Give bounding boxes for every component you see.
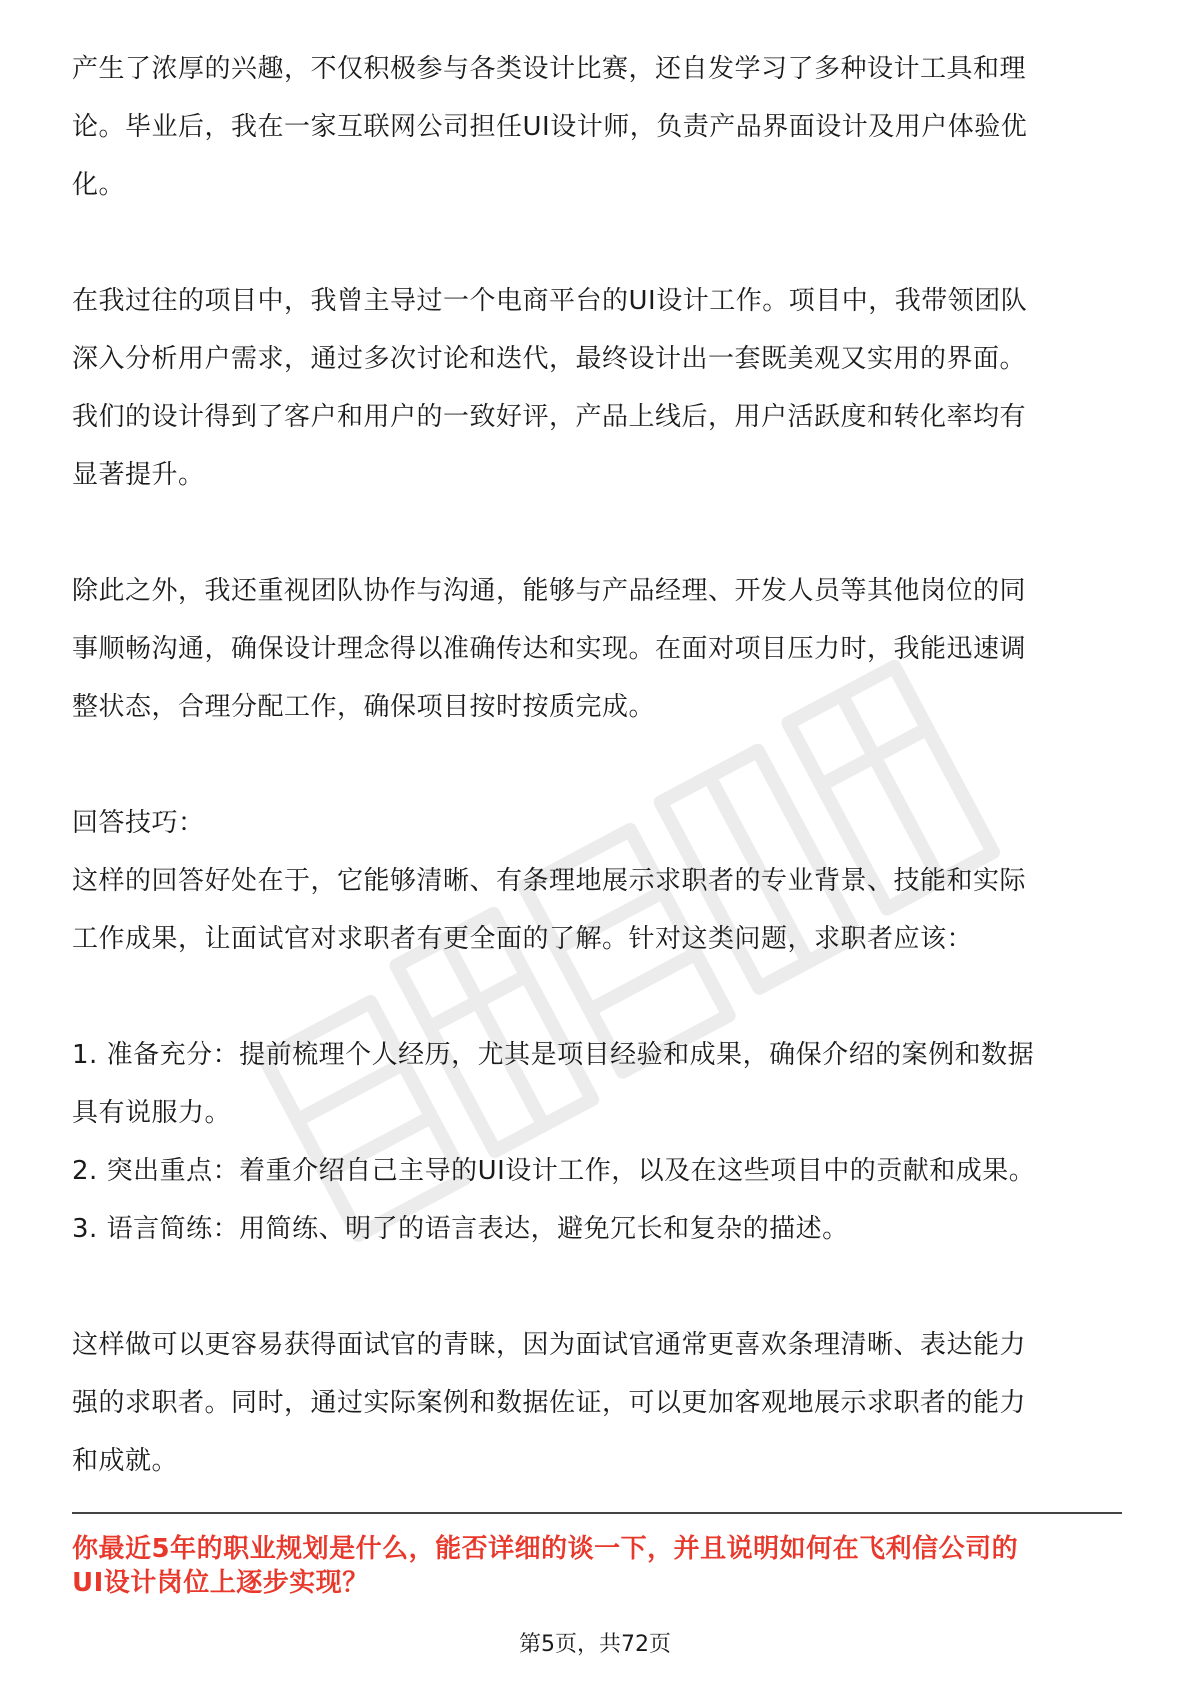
interview-question — [72, 1532, 1132, 1600]
text-line: 工作成果，让面试官对求职者有更全面的了解。针对这类问题，求职者应该： — [72, 924, 974, 954]
text-line: 和成就。 — [72, 1446, 179, 1476]
paragraph-4 — [72, 852, 1122, 968]
list-item: 2. 突出重点：着重介绍自己主导的UI设计工作，以及在这些项目中的贡献和成果。 — [72, 1156, 1036, 1186]
text-line: 产生了浓厚的兴趣，不仅积极参与各类设计比赛，还自发学习了多种设计工具和理 — [72, 54, 1027, 84]
list-item: 1. 准备充分：提前梳理个人经历，尤其是项目经验和成果，确保介绍的案例和数据 — [72, 1040, 1035, 1070]
text-line: 事顺畅沟通，确保设计理念得以准确传达和实现。在面对项目压力时，我能迅速调 — [72, 634, 1027, 664]
text-line: 深入分析用户需求，通过多次讨论和迭代，最终设计出一套既美观又实用的界面。 — [72, 344, 1027, 374]
paragraph-1 — [72, 40, 1122, 214]
text-line: 除此之外，我还重视团队协作与沟通，能够与产品经理、开发人员等其他岗位的同 — [72, 576, 1027, 606]
text-line: 强的求职者。同时，通过实际案例和数据佐证，可以更加客观地展示求职者的能力 — [72, 1388, 1027, 1418]
paragraph-3 — [72, 562, 1122, 736]
document-body — [72, 40, 1122, 1490]
paragraph-2 — [72, 272, 1122, 504]
tips-heading: 回答技巧： — [72, 808, 205, 838]
text-line: 显著提升。 — [72, 460, 205, 490]
text-line: 这样的回答好处在于，它能够清晰、有条理地展示求职者的专业背景、技能和实际 — [72, 866, 1027, 896]
question-line: UI设计岗位上逐步实现？ — [72, 1568, 369, 1598]
text-line: 在我过往的项目中，我曾主导过一个电商平台的UI设计工作。项目中，我带领团队 — [72, 286, 1028, 316]
paragraph-5 — [72, 1316, 1122, 1490]
tips-list — [72, 1026, 1122, 1258]
list-item-continuation: 具有说服力。 — [72, 1098, 232, 1128]
section-divider — [72, 1512, 1122, 1514]
question-line: 你最近5年的职业规划是什么，能否详细的谈一下，并且说明如何在飞利信公司的 — [72, 1534, 1019, 1564]
text-line: 这样做可以更容易获得面试官的青睐，因为面试官通常更喜欢条理清晰、表达能力 — [72, 1330, 1027, 1360]
text-line: 整状态，合理分配工作，确保项目按时按质完成。 — [72, 692, 656, 722]
page-number: 第5页，共72页 — [519, 1632, 671, 1657]
text-line: 我们的设计得到了客户和用户的一致好评，产品上线后，用户活跃度和转化率均有 — [72, 402, 1027, 432]
text-line: 化。 — [72, 170, 126, 200]
text-line: 论。毕业后，我在一家互联网公司担任UI设计师，负责产品界面设计及用户体验优 — [72, 112, 1028, 142]
list-item: 3. 语言简练：用简练、明了的语言表达，避免冗长和复杂的描述。 — [72, 1214, 849, 1244]
